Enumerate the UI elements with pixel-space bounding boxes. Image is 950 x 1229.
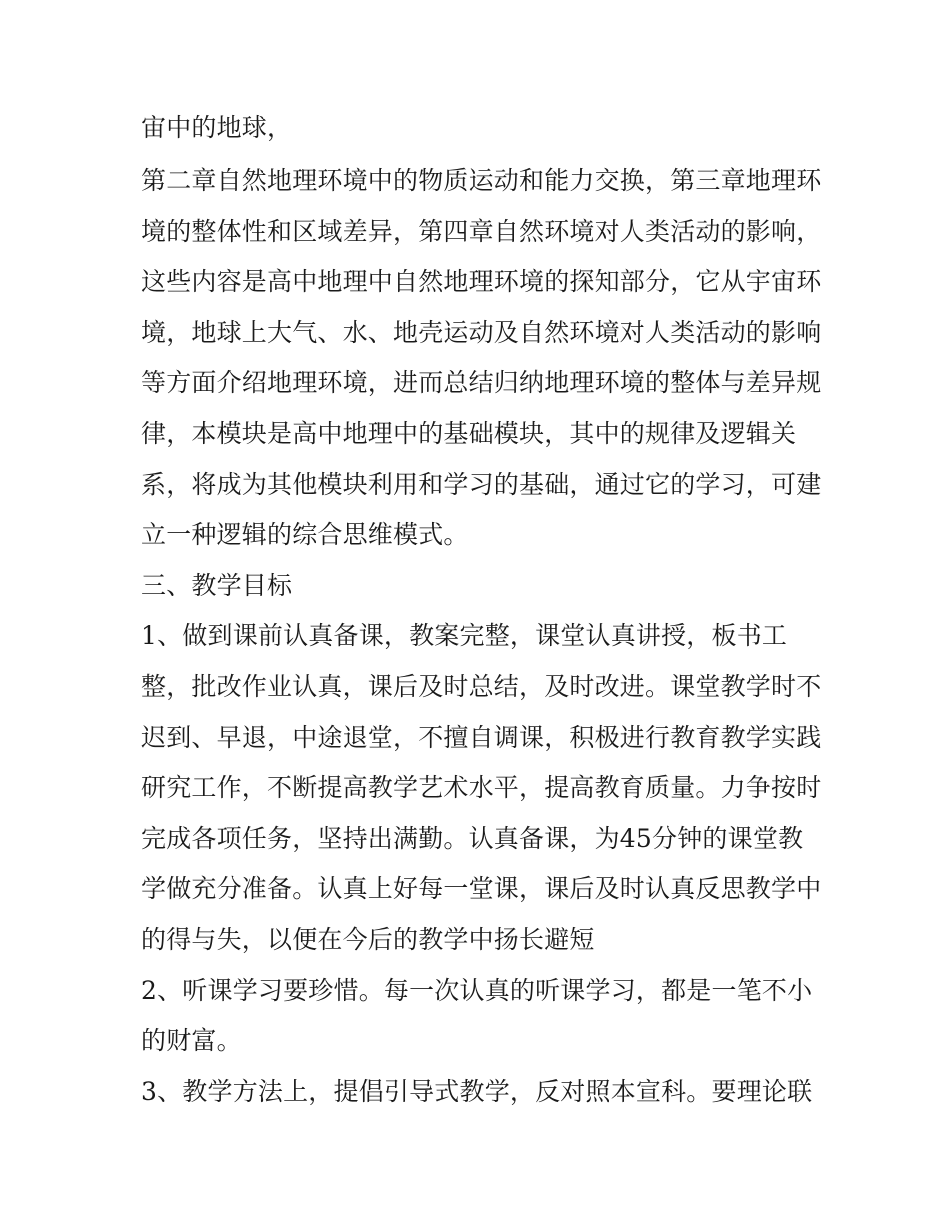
text-line: 系，将成为其他模块利用和学习的基础，通过它的学习，可建 bbox=[141, 470, 822, 499]
text-line: 整，批改作业认真，课后及时总结，及时改进。课堂教学时不 bbox=[141, 672, 822, 701]
text-line: 这些内容是高中地理中自然地理环境的探知部分，它从宇宙环 bbox=[141, 267, 822, 296]
text-line: 等方面介绍地理环境，进而总结归纳地理环境的整体与差异规 bbox=[141, 368, 822, 397]
text-line: 的得与失，以便在今后的教学中扬长避短 bbox=[141, 925, 595, 954]
text-line: 律，本模块是高中地理中的基础模块，其中的规律及逻辑关 bbox=[141, 419, 797, 448]
text-line: 2、听课学习要珍惜。每一次认真的听课学习，都是一笔不小 bbox=[141, 976, 813, 1005]
text-line: 研究工作，不断提高教学艺术水平，提高教育质量。力争按时 bbox=[141, 773, 822, 802]
text-line: 境，地球上大气、水、地壳运动及自然环境对人类活动的影响 bbox=[141, 318, 822, 347]
text-line: 的财富。 bbox=[141, 1026, 242, 1055]
text-line: 3、教学方法上，提倡引导式教学，反对照本宣科。要理论联 bbox=[141, 1077, 813, 1106]
text-line: 境的整体性和区域差异，第四章自然环境对人类活动的影响， bbox=[141, 217, 822, 246]
text-line: 第二章自然地理环境中的物质运动和能力交换，第三章地理环 bbox=[141, 166, 822, 195]
text-line: 立一种逻辑的综合思维模式。 bbox=[141, 520, 469, 549]
text-line: 宙中的地球， bbox=[141, 113, 293, 142]
section-heading: 三、教学目标 bbox=[141, 571, 293, 600]
text-line: 1、做到课前认真备课，教案完整，课堂认真讲授，板书工 bbox=[141, 621, 788, 650]
text-line: 学做充分准备。认真上好每一堂课，课后及时认真反思教学中 bbox=[141, 874, 822, 903]
text-line: 迟到、早退，中途退堂，不擅自调课，积极进行教育教学实践 bbox=[141, 723, 822, 752]
text-line: 完成各项任务，坚持出满勤。认真备课，为45分钟的课堂教 bbox=[141, 824, 804, 853]
